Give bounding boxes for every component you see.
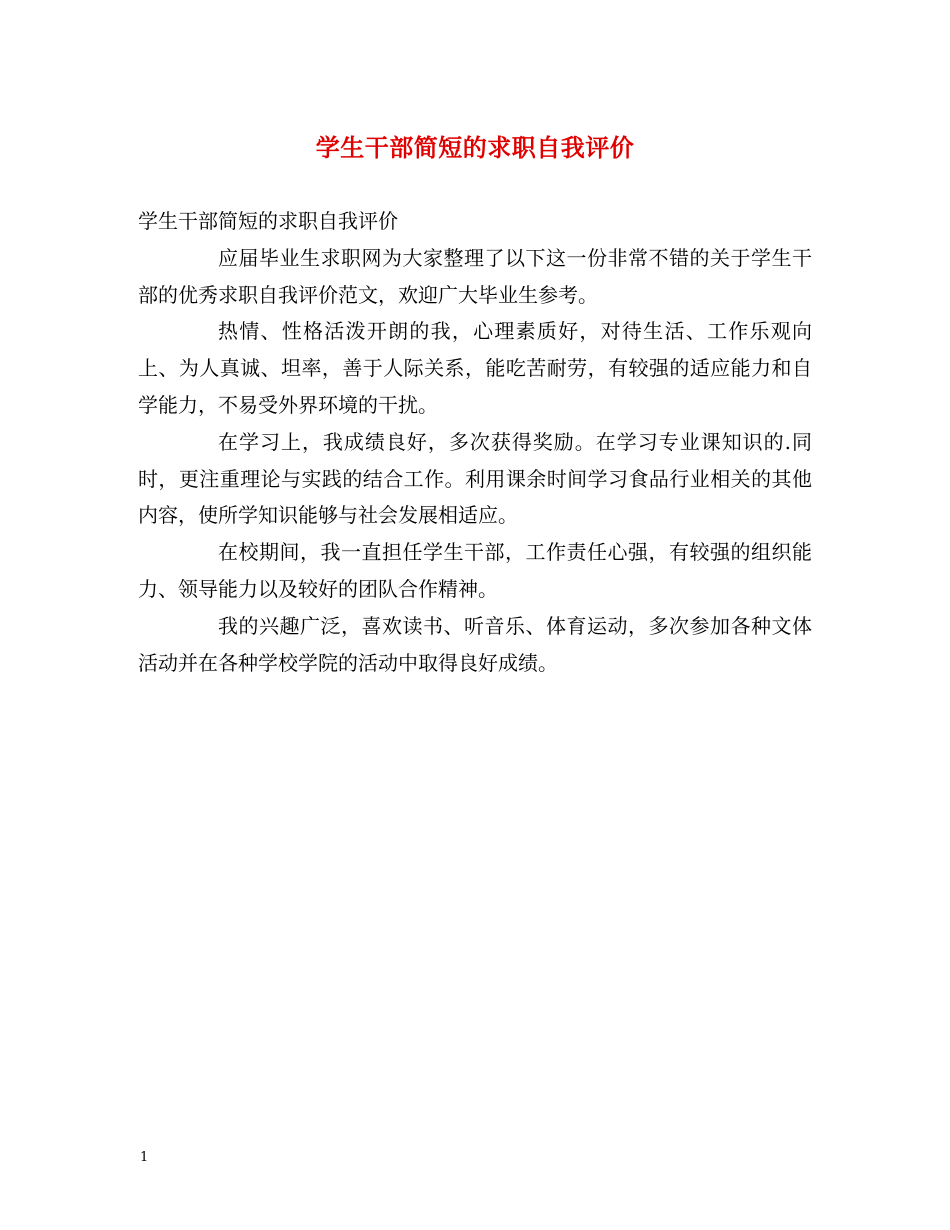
paragraph-interests: 我的兴趣广泛，喜欢读书、听音乐、体育运动，多次参加各种文体活动并在各种学校学院的活动中取得良好成绩。: [138, 613, 812, 675]
paragraph-intro: 应届毕业生求职网为大家整理了以下这一份非常不错的关于学生干部的优秀求职自我评价范文，欢迎广大毕业生参考。: [138, 245, 812, 307]
page-number: 1: [140, 1150, 149, 1165]
document-subtitle: 学生干部简短的求职自我评价: [138, 209, 398, 233]
paragraph-personality: 热情、性格活泼开朗的我，心理素质好，对待生活、工作乐观向上、为人真诚、坦率，善于人际关系，能吃苦耐劳，有较强的适应能力和自学能力，不易受外界环境的干扰。: [138, 319, 812, 417]
document-title: 学生干部简短的求职自我评价: [315, 133, 635, 162]
paragraph-study: 在学习上，我成绩良好，多次获得奖励。在学习专业课知识的.同时，更注重理论与实践的结合工作。利用课余时间学习食品行业相关的其他内容，使所学知识能够与社会发展相适应。: [138, 429, 812, 528]
document-body: [138, 203, 812, 681]
paragraph-campus-role: 在校期间，我一直担任学生干部，工作责任心强，有较强的组织能力、领导能力以及较好的团队合作精神。: [138, 540, 812, 601]
